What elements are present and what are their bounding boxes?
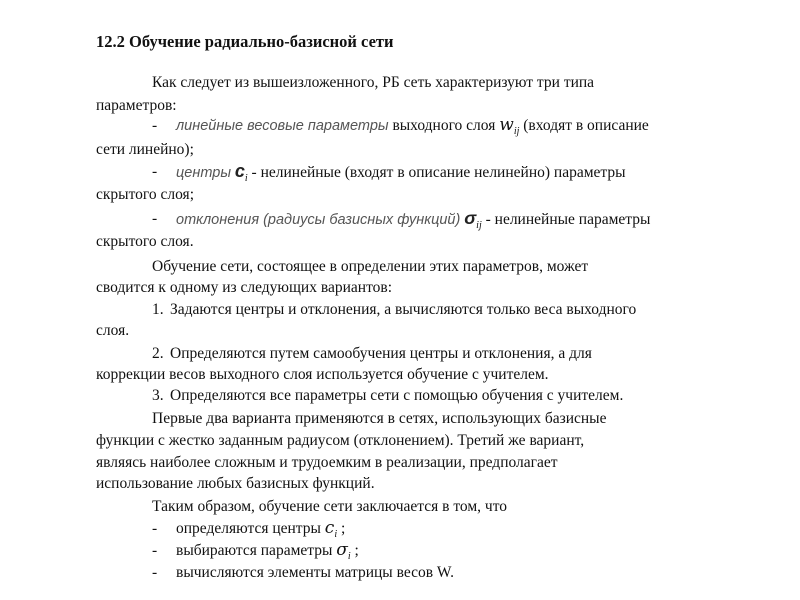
conclusion-item-1-subscript: i xyxy=(334,529,338,540)
discussion-line-4: использование любых базисных функций. xyxy=(96,475,375,492)
param-2-cont: скрытого слоя; xyxy=(96,186,194,203)
param-3-subscript: ij xyxy=(476,220,482,231)
conclusion-item-1 xyxy=(176,519,345,540)
training-line-1: Обучение сети, состоящее в определении этих параметров, может xyxy=(152,258,589,275)
conclusion-item-1-symbol: c xyxy=(324,518,335,538)
variant-3-line-1: Определяются все параметры сети с помощью обучения с учителем. xyxy=(170,387,624,404)
variant-3-num: 3. xyxy=(152,387,164,404)
conclusion-item-1-text: определяются центры xyxy=(176,520,325,537)
discussion-line-1: Первые два варианта применяются в сетях, использующих базисные xyxy=(152,410,607,427)
param-3-symbol: σ xyxy=(464,208,477,228)
conclusion-item-3-dash: - xyxy=(152,564,158,581)
conclusion-item-2-symbol: σ xyxy=(336,540,348,560)
param-2-dash: - xyxy=(152,163,158,180)
param-3-italic: отклонения (радиусы базисных функций) xyxy=(176,212,461,228)
param-2-italic: центры xyxy=(176,165,231,181)
param-1-after-italic: выходного слоя xyxy=(388,117,500,134)
discussion-line-2: функции с жестко заданным радиусом (отклонением). Третий же вариант, xyxy=(96,432,585,449)
variant-2-num: 2. xyxy=(152,345,164,362)
param-3-cont: скрытого слоя. xyxy=(96,233,194,250)
param-1-rest: (входят в описание xyxy=(519,117,649,134)
param-3-rest: - нелинейные параметры xyxy=(481,211,651,228)
conclusion-item-2-tail: ; xyxy=(350,542,359,559)
conclusion-item-2-subscript: i xyxy=(347,551,351,562)
conclusion-item-1-tail: ; xyxy=(337,520,346,537)
conclusion-item-3-text: вычисляются элементы матрицы весов W. xyxy=(176,564,454,581)
param-1-symbol: w xyxy=(499,115,514,135)
param-1-cont: сети линейно); xyxy=(96,141,194,158)
training-line-2: сводится к одному из следующих вариантов: xyxy=(96,279,393,296)
param-1-dash: - xyxy=(152,117,158,134)
param-2-line xyxy=(176,162,626,184)
variant-1-num: 1. xyxy=(152,301,164,318)
param-1-line xyxy=(176,116,649,137)
param-2-symbol: c xyxy=(234,161,245,181)
intro-line-2: параметров: xyxy=(96,97,177,114)
variant-2-line-1: Определяются путем самообучения центры и отклонения, а для xyxy=(170,345,592,362)
param-2-rest: - нелинейные (входят в описание нелинейно) параметры xyxy=(247,164,626,181)
conclusion-item-2-dash: - xyxy=(152,542,158,559)
section-heading: 12.2 Обучение радиально-базисной сети xyxy=(96,32,394,51)
conclusion-item-2-text: выбираются параметры xyxy=(176,542,337,559)
variant-1-line-2: слоя. xyxy=(96,322,130,339)
param-2-subscript: i xyxy=(244,173,248,184)
conclusion-item-2 xyxy=(176,541,359,562)
variant-1-line-1: Задаются центры и отклонения, а вычисляются только веса выходного xyxy=(170,301,637,318)
param-3-line xyxy=(176,209,650,231)
param-1-italic: линейные весовые параметры xyxy=(176,118,389,134)
param-1-subscript: ij xyxy=(513,126,520,137)
variant-2-line-2: коррекции весов выходного слоя используется обучение с учителем. xyxy=(96,366,549,383)
conclusion-item-1-dash: - xyxy=(152,520,158,537)
param-3-dash: - xyxy=(152,210,158,227)
intro-line-1: Как следует из вышеизложенного, РБ сеть характеризуют три типа xyxy=(152,74,595,91)
conclusion-line: Таким образом, обучение сети заключается в том, что xyxy=(152,498,508,515)
discussion-line-3: являясь наиболее сложным и трудоемким в реализации, предполагает xyxy=(96,454,558,471)
